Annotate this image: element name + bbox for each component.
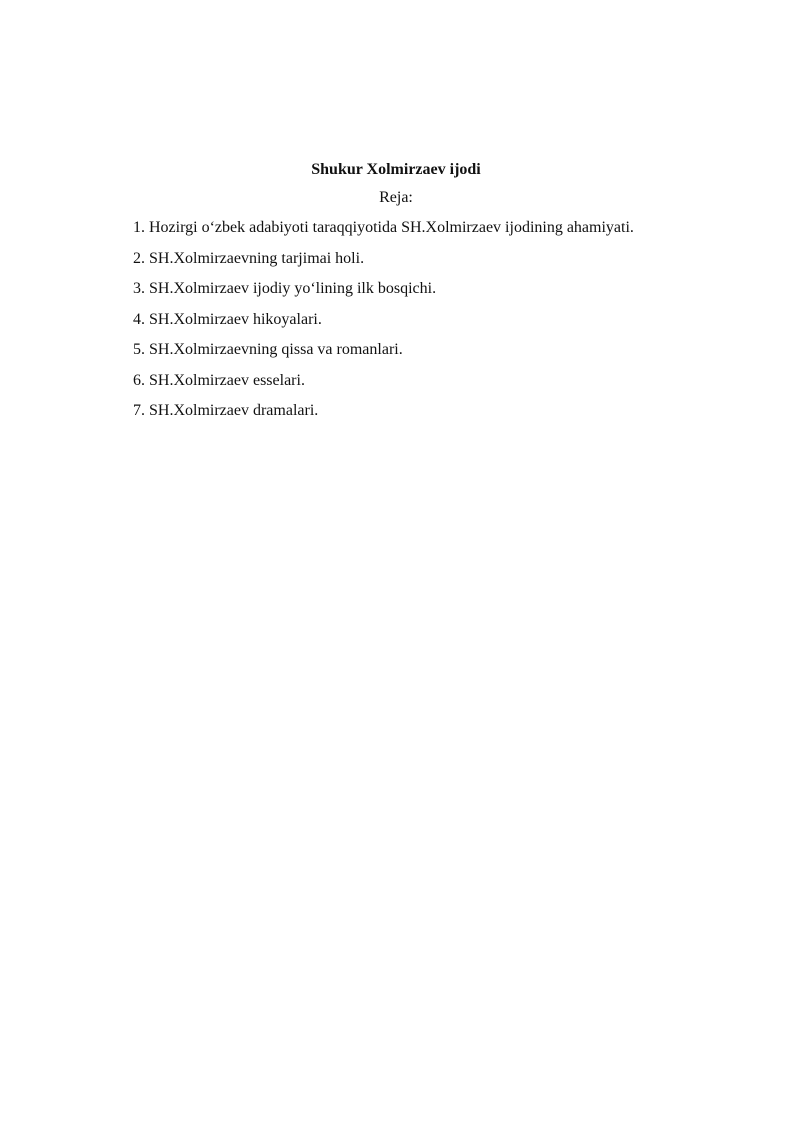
- plan-heading: Reja:: [379, 189, 413, 206]
- plan-item-6: 6. SH.Xolmirzaev esselari.: [133, 371, 305, 389]
- plan-item-1: 1. Hozirgi o‘zbek adabiyoti taraqqiyotida SH.Xolmirzaev ijodining ahamiyati.: [133, 219, 634, 236]
- plan-item-2: 2. SH.Xolmirzaevning tarjimai holi.: [133, 249, 365, 267]
- document-title: Shukur Xolmirzaev ijodi: [311, 161, 481, 178]
- plan-item-4: 4. SH.Xolmirzaev hikoyalari.: [133, 310, 322, 328]
- plan-item-5: 5. SH.Xolmirzaevning qissa va romanlari.: [133, 341, 403, 358]
- document-content: [86, 156, 698, 427]
- plan-item-3: 3. SH.Xolmirzaev ijodiy yo‘lining ilk bosqichi.: [133, 280, 437, 297]
- plan-item-7: 7. SH.Xolmirzaev dramalari.: [133, 402, 319, 419]
